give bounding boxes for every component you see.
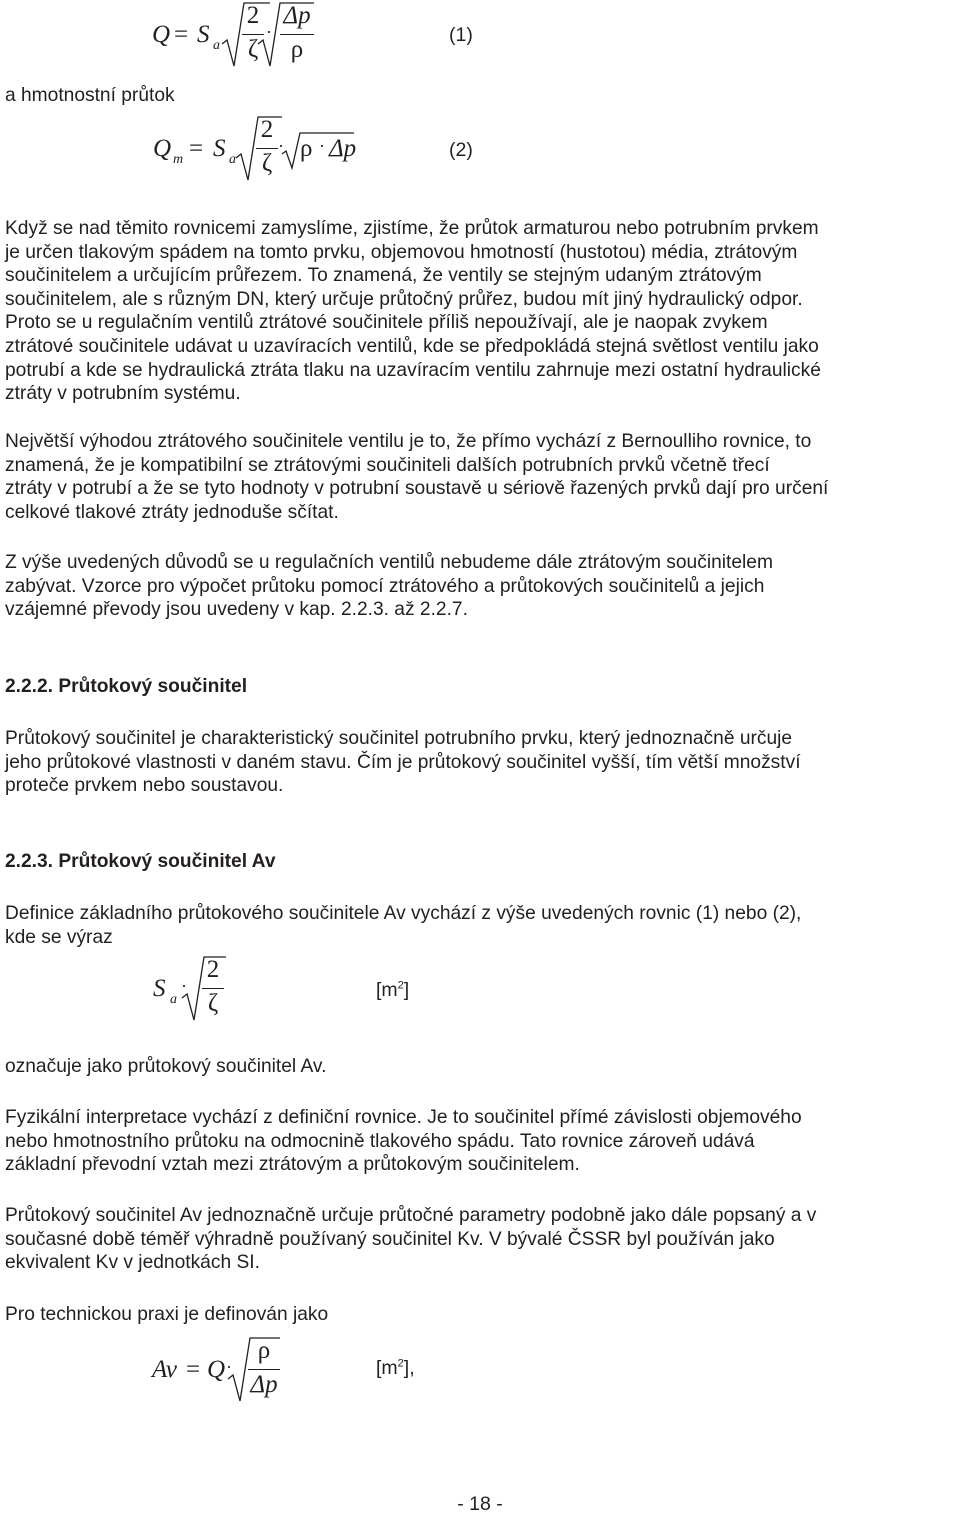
eq2-q: Q — [153, 135, 172, 162]
text-line: je určen tlakovým spádem na tomto prvku, objemovou hmotností (hustotou) média, ztrátovým — [5, 241, 798, 263]
eq2-rho: ρ — [300, 135, 313, 162]
eq1-num2: 2 — [246, 2, 260, 29]
text-line: Když se nad těmito rovnicemi zamyslíme, zjistíme, že průtok armaturou nebo potrubním prvkem — [5, 218, 819, 239]
eq1-rho: ρ — [290, 36, 304, 63]
text-line: celkové tlakové ztráty jednoduše sčítat. — [5, 501, 339, 523]
eq1-equals: = — [174, 21, 189, 48]
eq3-num2: 2 — [206, 956, 220, 983]
eq2-dp: Δp — [329, 135, 357, 162]
text-line: nebo hmotnostního průtoku na odmocnině tlakového spádu. Tato rovnice zároveň udává — [5, 1130, 755, 1152]
eq1-zeta: ζ — [247, 36, 259, 63]
text-line: ztráty v potrubí a že se tyto hodnoty v potrubní soustavě u sériově řazených prvků dají pro určení — [5, 478, 829, 500]
paragraph-6 — [5, 1055, 955, 1079]
eq4-q: Q — [207, 1356, 226, 1383]
eq1-s: S — [197, 21, 210, 48]
eq1-dot: · — [266, 22, 272, 42]
eq2-number: (2) — [449, 139, 473, 161]
text-line: Pro technickou praxi je definován jako — [5, 1304, 329, 1325]
text-line: Průtokový součinitel je charakteristický součinitel potrubního prvku, který jednoznačně určuje — [5, 728, 793, 749]
text-line: vzájemné převody jsou uvedeny v kap. 2.2.3. až 2.2.7. — [5, 599, 468, 621]
eq2-zeta: ζ — [261, 150, 273, 177]
eq4-lhs: Av — [152, 1356, 177, 1383]
paragraph-4 — [5, 727, 955, 798]
eq4-equals: = — [186, 1356, 201, 1383]
text-line: Fyzikální interpretace vychází z definiční rovnice. Je to součinitel přímé závislosti objemového — [5, 1107, 802, 1128]
text-line: kde se výraz — [5, 926, 113, 948]
eq4-unit: $[m^2]$, — [376, 1357, 415, 1379]
eq3-sub-a: a — [170, 992, 177, 1007]
paragraph-5 — [5, 902, 955, 949]
section-heading-2-2-3: 2.2.3. Průtokový součinitel Av — [5, 851, 276, 872]
paragraph-9 — [5, 1303, 955, 1327]
eq2-num2: 2 — [260, 116, 274, 143]
text-line: Proto se u regulačním ventilů ztrátové součinitele příliš nepoužívají, ale je naopak zvykem — [5, 312, 768, 334]
paragraph-8 — [5, 1204, 955, 1275]
paragraph-1 — [5, 217, 955, 406]
eq4-rho: ρ — [257, 1337, 271, 1364]
eq1-number: (1) — [449, 24, 473, 46]
eq1-lhs: Q — [152, 21, 171, 48]
eq3-s: S — [153, 975, 166, 1002]
text-line: označuje jako průtokový součinitel Av. — [5, 1056, 327, 1077]
eq2-dot-2: · — [319, 136, 325, 156]
page-number: - 18 - — [457, 1493, 503, 1515]
text-line: ekvivalent Kv v jednotkách SI. — [5, 1252, 260, 1274]
text-line: potrubí a kde se hydraulická ztráta tlaku na uzavíracím ventilu zahrnuje mezi ostatní hydraulické — [5, 359, 821, 381]
eq3-dot: · — [181, 976, 187, 996]
text-line: jeho průtokové vlastnosti v daném stavu. Čím je průtokový součinitel vyšší, tím větší množství — [5, 751, 801, 773]
text-line: Z výše uvedených důvodů se u regulačních ventilů nebudeme dále ztrátovým součinitelem — [5, 552, 773, 573]
eq1-sub-a: a — [213, 38, 220, 53]
eq3-unit: $[m^2]$ — [376, 979, 410, 1001]
eq3-zeta: ζ — [207, 990, 219, 1017]
eq4-dp: Δp — [250, 1371, 278, 1398]
paragraph-3 — [5, 551, 955, 622]
paragraph-7 — [5, 1106, 955, 1177]
text-line: znamená, že je kompatibilní se ztrátovými součiniteli dalších potrubních prvků včetně třecí — [5, 454, 770, 476]
eq2-sub-a: a — [229, 152, 236, 167]
intro-text: a hmotnostní průtok — [5, 85, 175, 106]
eq2-equals: = — [189, 135, 204, 162]
eq4-dot: · — [226, 1357, 232, 1377]
section-heading-2-2-2: 2.2.2. Průtokový součinitel — [5, 676, 248, 697]
text-line: součinitelem a určujícím průřezem. To znamená, že ventily se stejným udaným ztrátovým — [5, 265, 762, 287]
text-line: Definice základního průtokového součinitele Av vychází z výše uvedených rovnic (1) nebo (2), — [5, 903, 802, 924]
text-line: proteče prvkem nebo soustavou. — [5, 775, 284, 797]
eq1-dp: Δp — [283, 2, 311, 29]
text-line: základní převodní vztah mezi ztrátovým a průtokovým součinitelem. — [5, 1154, 580, 1176]
text-line: ztráty v potrubním systému. — [5, 383, 241, 405]
text-line: zabývat. Vzorce pro výpočet průtoku pomocí ztrátového a průtokových součinitelů a jejich — [5, 575, 765, 597]
text-line: Největší výhodou ztrátového součinitele ventilu je to, že přímo vychází z Bernoulliho rovnice, to — [5, 431, 812, 452]
text-line: Průtokový součinitel Av jednoznačně určuje průtočné parametry podobně jako dále popsaný a v — [5, 1205, 817, 1226]
eq2-s: S — [213, 135, 226, 162]
eq2-dot-1: · — [278, 136, 284, 156]
eq2-sub-m: m — [173, 152, 184, 167]
text-line: současné době téměř výhradně používaný součinitel Kv. V bývalé ČSSR byl používán jako — [5, 1228, 775, 1250]
text-line: ztrátové součinitele udávat u uzavíracích ventilů, kde se předpokládá stejná světlost ventilu jako — [5, 335, 819, 357]
paragraph-2 — [5, 430, 955, 524]
text-line: součinitelem, ale s různým DN, který určuje průtočný průřez, budou mít jiný hydraulický odpor. — [5, 288, 803, 310]
